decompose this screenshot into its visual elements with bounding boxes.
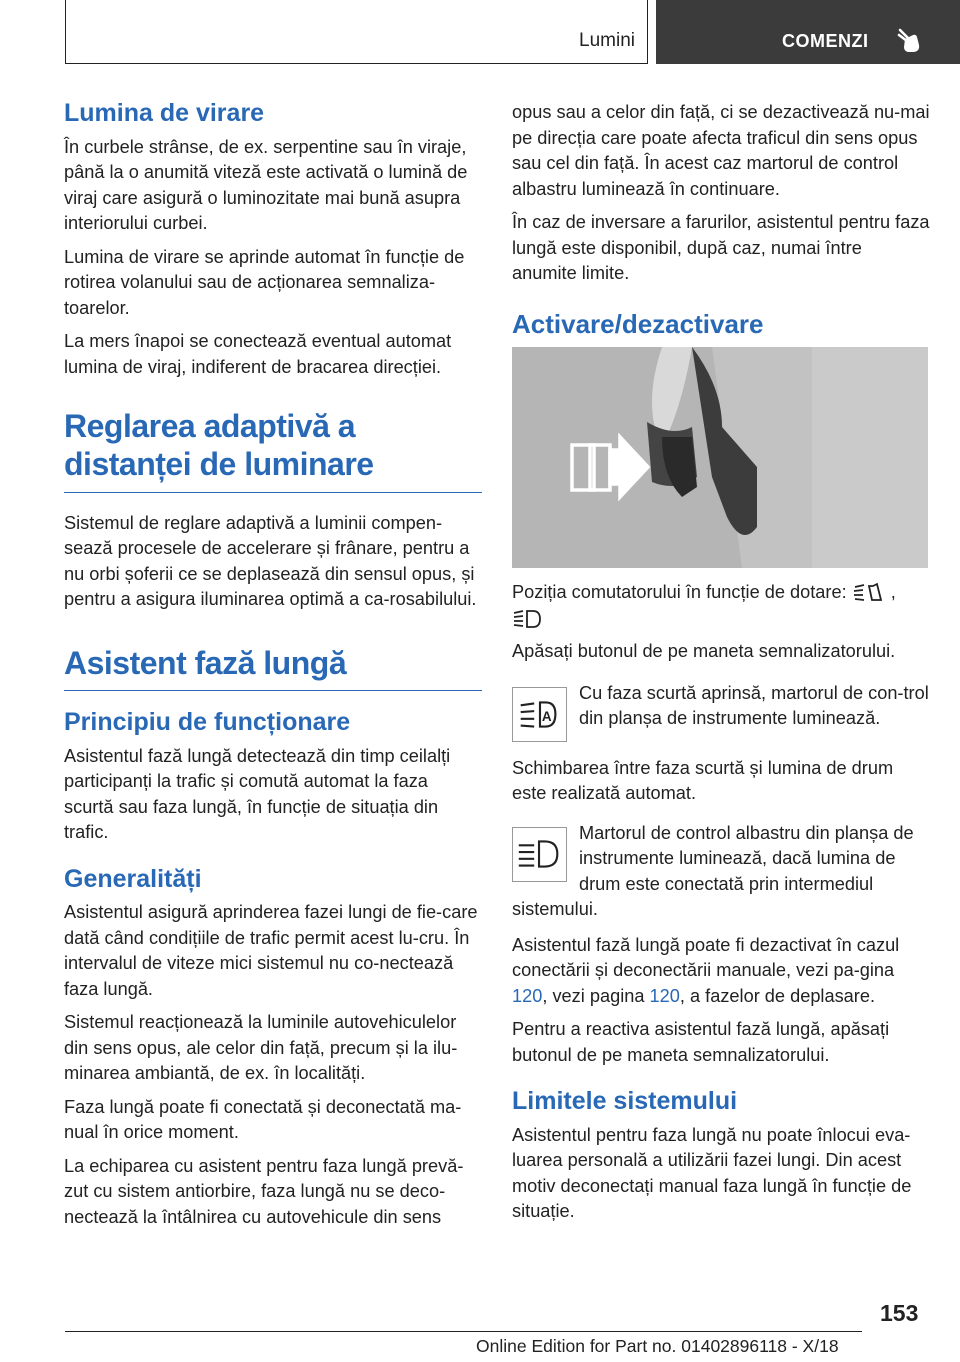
high-beam-indicator-icon [512,827,567,882]
heading-lumina-virare: Lumina de virare [64,99,265,127]
paragraph: Pentru a reactiva asistentul fază lungă, apăsați butonul de pe maneta semnalizatorului. [512,1019,890,1065]
paragraph: În caz de inversare a farurilor, asistentul pentru faza lungă este disponibil, după caz, numai între anumite limite. [512,212,930,283]
paragraph: Asistentul pentru faza lungă nu poate înlocui eva‐luarea personală a utilizării fazei lungi. Din acest motiv deconectați manual faza lungă în funcție de situație. [512,1124,912,1222]
heading-limitele-sistemului: Limitele sistemului [512,1087,738,1116]
dezactivare-text-a: Asistentul fază lungă poate fi dezactivat în cazul conectării și deconectării manuale, vezi pa‐gina [512,934,900,981]
indicator-high-beam-row [512,821,930,923]
high-beam-assistant-indicator-icon [512,687,567,742]
pozitia-separator: , [890,582,896,603]
heading-reglare-adaptiva: Reglarea adaptivă a distanței de luminare [64,408,482,493]
footer-edition: Online Edition for Part no. 01402896118 - X/18 [476,1336,839,1356]
paragraph: Faza lungă poate fi conectată și deconectată ma‐nual în orice moment. [64,1096,462,1143]
page-number: 153 [880,1300,919,1326]
paragraph: Martorul de control albastru din planșa de instrumente luminează, dacă lumina de drum este conectată prin intermediul sistemului. [512,822,914,920]
heading-asistent-faza-lunga: Asistent fază lungă [64,645,482,692]
page-link-120-a[interactable]: 120 [512,985,543,1006]
heading-principiu: Principiu de funcționare [64,708,351,737]
header-chapter-box [656,0,960,64]
high-beam-assistant-icon-a [852,581,886,605]
pozitia-text: Poziția comutatorului în funcție de dotare: [512,582,847,603]
left-column [64,100,482,1238]
heading-activare: Activare/dezactivare [512,308,764,339]
paragraph-pozitia-comutator [512,580,930,631]
dezactivare-text-b: , vezi pagina [542,985,650,1006]
paragraph: Asistentul asigură aprinderea fazei lungi de fie‐care dată când condițiile de trafic permit acest lu‐cru. În intervalul de viteze mici sistemul nu co‐nectează faza lungă. [64,902,478,999]
header-chapter-title: COMENZI [782,31,869,51]
paragraph: Sistemul de reglare adaptivă a luminii compen‐sează procesele de accelerare și frânare, pentru a nu orbi șoferii ce se deplasează din sensul opus, și pentru a asigura iluminarea optimă a ca‐rosabilului. [64,512,477,609]
paragraph: opus sau a celor din față, ci se dezactivează nu‐mai pe direcția care poate afecta traficul din sens opus sau cel din față. În acest caz martorul de control albastru luminează în continuare. [512,102,930,199]
paragraph: Lumina de virare se aprinde automat în funcție de rotirea volanului sau de acționarea semnaliza‐toarelor. [64,246,465,318]
paragraph: Asistentul fază lungă detectează din timp ceilalți participanți la trafic și comută automat la faza scurtă sau faza lungă, în funcție de situația din trafic. [64,745,451,843]
paragraph: La mers înapoi se conectează eventual automat lumina de viraj, indiferent de bracarea direcției. [64,331,452,377]
svg-text:A: A [541,708,552,724]
page-link-120-b[interactable]: 120 [649,985,680,1006]
paragraph-dezactivare [512,933,930,1010]
paragraph: Sistemul reacționează la luminile autovehiculelor din sens opus, ale celor din față, precum și la ilu‐minarea ambiantă, de ex. în localități. [64,1012,458,1084]
dezactivare-text-c: , a fazelor de deplasare. [679,985,876,1006]
right-column [512,100,930,1233]
indicator-low-beam-row [512,681,930,746]
paragraph: Schimbarea între faza scurtă și lumina de drum este realizată automat. [512,757,894,804]
pointing-hand-icon [897,26,923,54]
paragraph: Cu faza scurtă aprinsă, martorul de con‐trol din planșa de instrumente luminează. [579,682,929,729]
paragraph: Apăsați butonul de pe maneta semnalizatorului. [512,641,896,662]
heading-generalitati: Generalități [64,864,202,893]
high-beam-assistant-icon-b [512,608,542,630]
header-section-title: Lumini [579,30,635,51]
header-section-box [65,0,648,64]
paragraph: În curbele strânse, de ex. serpentine sau în viraje, până la o anumită viteză este activată o lumină de viraj care asigură o luminozitate mai bună asupra interiorului curbei. [64,136,468,233]
turn-signal-lever-photo [512,347,928,568]
footer-divider [65,1331,862,1332]
paragraph: La echiparea cu asistent pentru faza lungă prevă‐zut cu sistem antiorbire, faza lungă nu se deco‐nectează la întâlnirea cu autovehicule din sens [64,1155,464,1227]
